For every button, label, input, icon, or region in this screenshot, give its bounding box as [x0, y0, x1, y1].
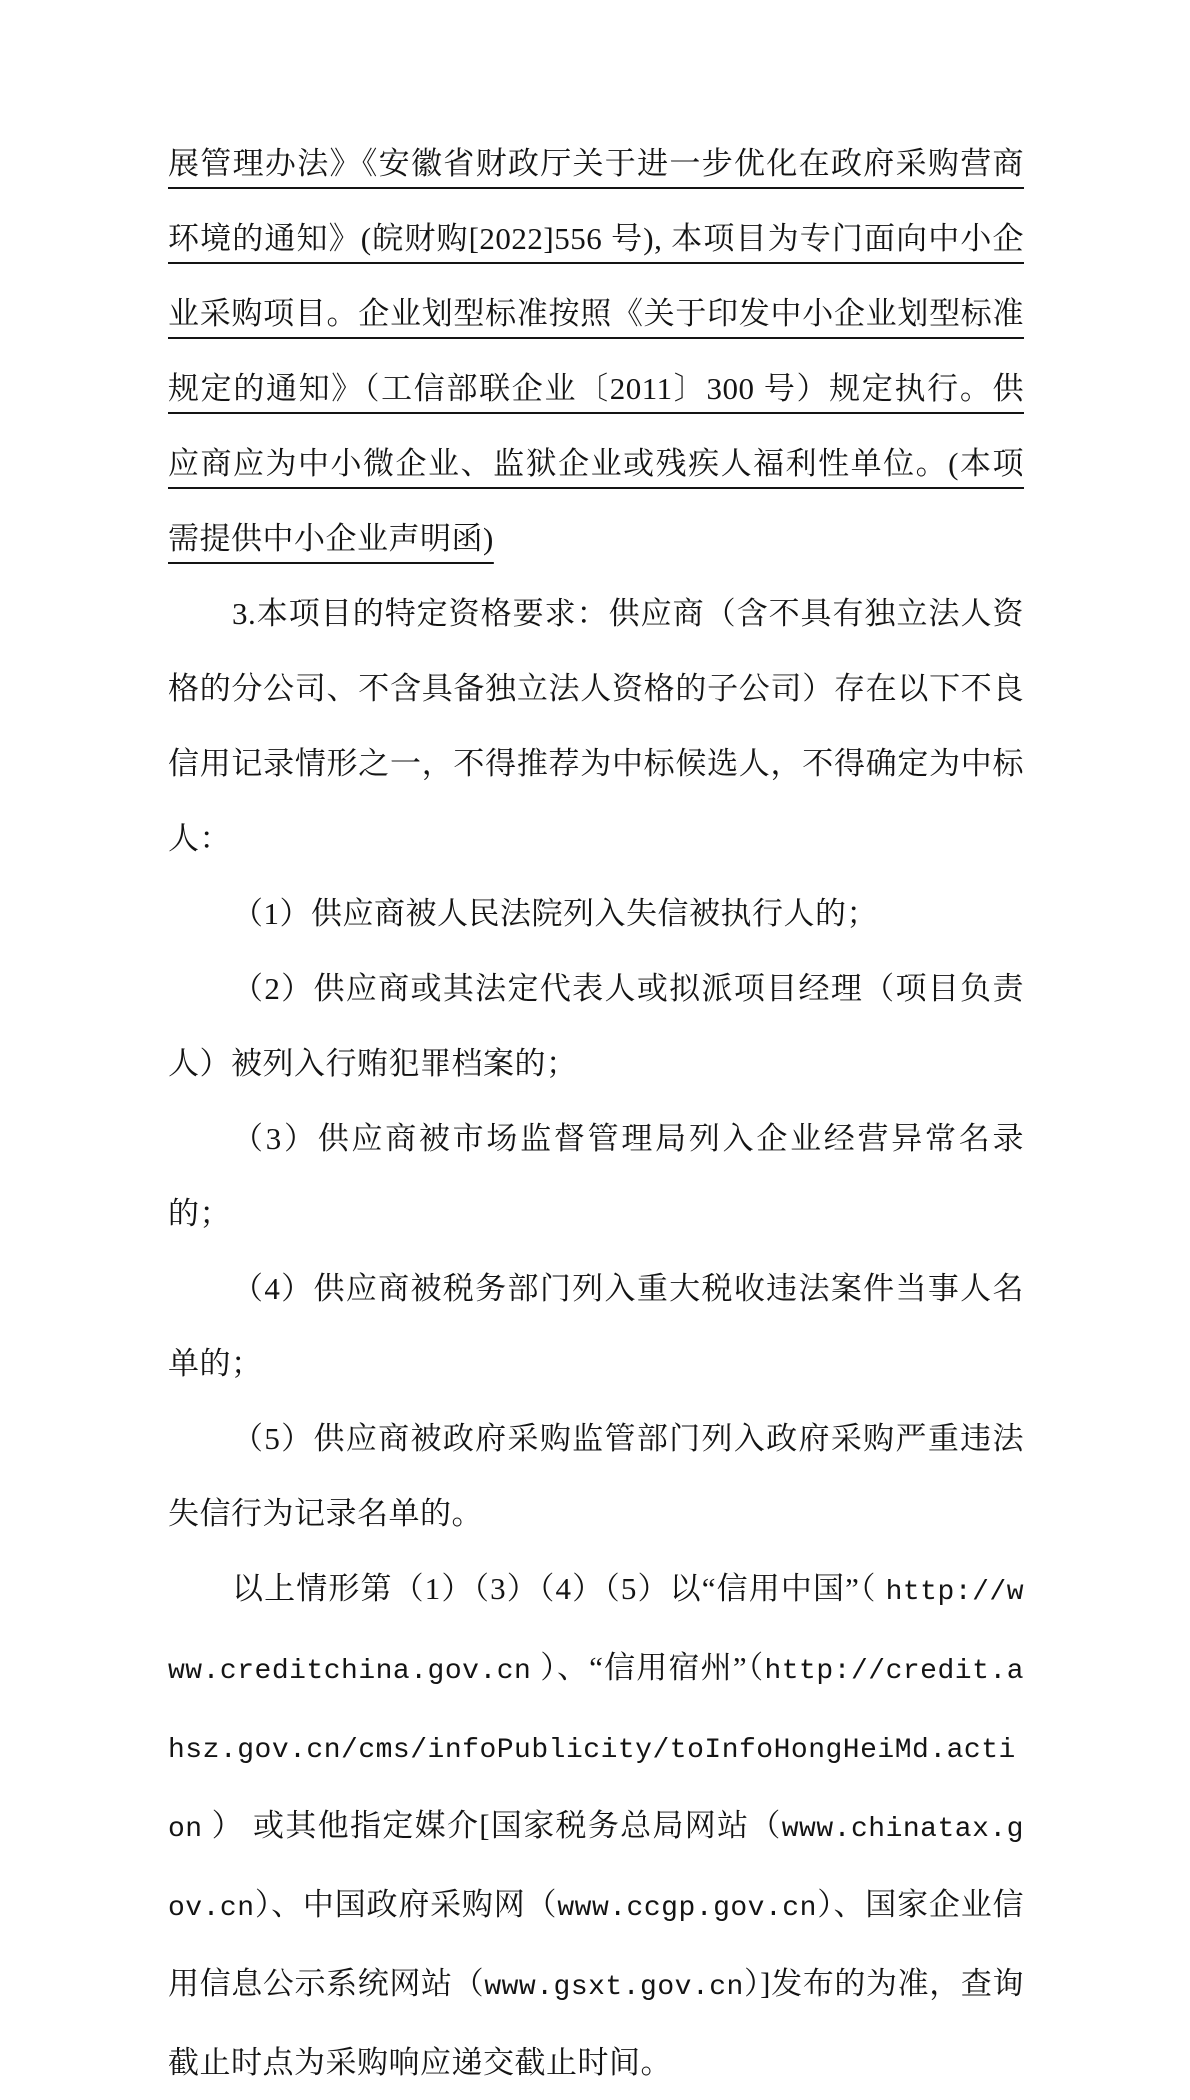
- url-creditchina: http://www.creditchina.gov.cn: [168, 1577, 1024, 1687]
- credit-sources-text: ）、“信用宿州”（: [531, 1650, 765, 1685]
- credit-sources-text: ）、国家企业信用信息公示系统网站（: [168, 1887, 1025, 2001]
- url-ccgp: www.ccgp.gov.cn: [557, 1893, 817, 1924]
- paragraph-item-5: （5）供应商被政府采购监管部门列入政府采购严重违法失信行为记录名单的。: [168, 1421, 1024, 1531]
- url-credit-ahsz: http://credit.ahsz.gov.cn/cms/infoPublicity/toInfoHongHeiMd.action: [168, 1656, 1024, 1845]
- credit-sources-text: ）、中国政府采购网（: [254, 1887, 558, 1922]
- paragraph-item-4: （4）供应商被税务部门列入重大税收违法案件当事人名单的；: [168, 1271, 1024, 1381]
- paragraph-sme-policy: 展管理办法》《安徽省财政厅关于进一步优化在政府采购营商环境的通知》(皖财购[2022]556 号), 本项目为专门面向中小企业采购项目。企业划型标准按照《关于印发中小企业划型标准规定的通知》（工信部联企业〔2011〕300 号）规定执行。供应商应为中小微企业、监狱企业或残疾人福利性单位。(本项需提供中小企业声明函): [168, 146, 1024, 556]
- credit-sources-text: 以上情形第（1）（3）（4）（5）以“信用中国”（: [232, 1571, 886, 1606]
- credit-sources-text: ） 或其他指定媒介[国家税务总局网站（: [202, 1808, 782, 1843]
- paragraph-credit-check-sources: [168, 1551, 1024, 2100]
- url-gsxt: www.gsxt.gov.cn: [484, 1972, 744, 2003]
- paragraph-item-3: （3）供应商被市场监督管理局列入企业经营异常名录的；: [168, 1121, 1024, 1231]
- url-chinatax: www.chinatax.gov.cn: [168, 1814, 1024, 1924]
- credit-sources-text: ）]发布的为准，查询截止时点为采购响应递交截止时间。: [168, 1966, 1024, 2080]
- paragraph-specific-qualification: 3.本项目的特定资格要求：供应商（含不具有独立法人资格的分公司、不含具备独立法人资格的子公司）存在以下不良信用记录情形之一，不得推荐为中标候选人，不得确定为中标人：: [168, 596, 1024, 856]
- paragraph-item-1: （1）供应商被人民法院列入失信被执行人的；: [232, 896, 878, 931]
- paragraph-item-2: （2）供应商或其法定代表人或拟派项目经理（项目负责人）被列入行贿犯罪档案的；: [168, 971, 1024, 1081]
